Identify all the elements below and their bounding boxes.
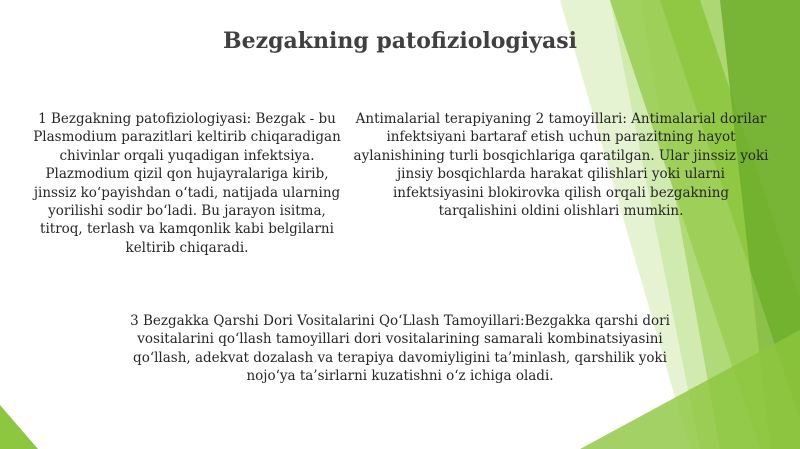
text-block-pathophysiology: 1 Bezgakning patofiziologiyasi: Bezgak - bu Plasmodium parazitlari keltirib chiqaradigan chivinlar orqali yuqadigan infektsiya. Plazmodium qizil qon hujayralariga kirib, jinssiz ko‘payishdan o‘tadi, natijada ularning yorilishi sodir bo‘ladi. Bu jarayon isitma, titroq, terlash va kamqonlik kabi belgilarni keltirib chiqaradi.	[33, 111, 341, 256]
slide-title: Bezgakning patofiziologiyasi	[223, 28, 577, 54]
text-block-therapy-principles: Antimalarial terapiyaning 2 tamoyillari: Antimalarial dorilar infektsiyani bartaraf etish uchun parazitning hayot aylanishining turli bosqichlariga qaratilgan. Ular jinssiz yoki jinsiy bosqichlarda harakat qilishlari yoki ularni infektsiyasini blokirovka qilish orqali bezgakning tarqalishini oldini olishlari mumkin.	[353, 111, 769, 220]
corner-accent	[0, 405, 38, 449]
text-block-drug-usage-principles: 3 Bezgakka Qarshi Dori Vositalarini Qo‘Llash Tamoyillari:Bezgakka qarshi dori vositalarini qo‘llash tamoyillari dori vositalarining samarali kombinatsiyasini qo‘llash, adekvat dozalash va terapiya davomiyligini ta’minlash, qarshilik yoki nojo‘ya ta’sirlarni kuzatishni o‘z ichiga oladi.	[130, 313, 670, 385]
